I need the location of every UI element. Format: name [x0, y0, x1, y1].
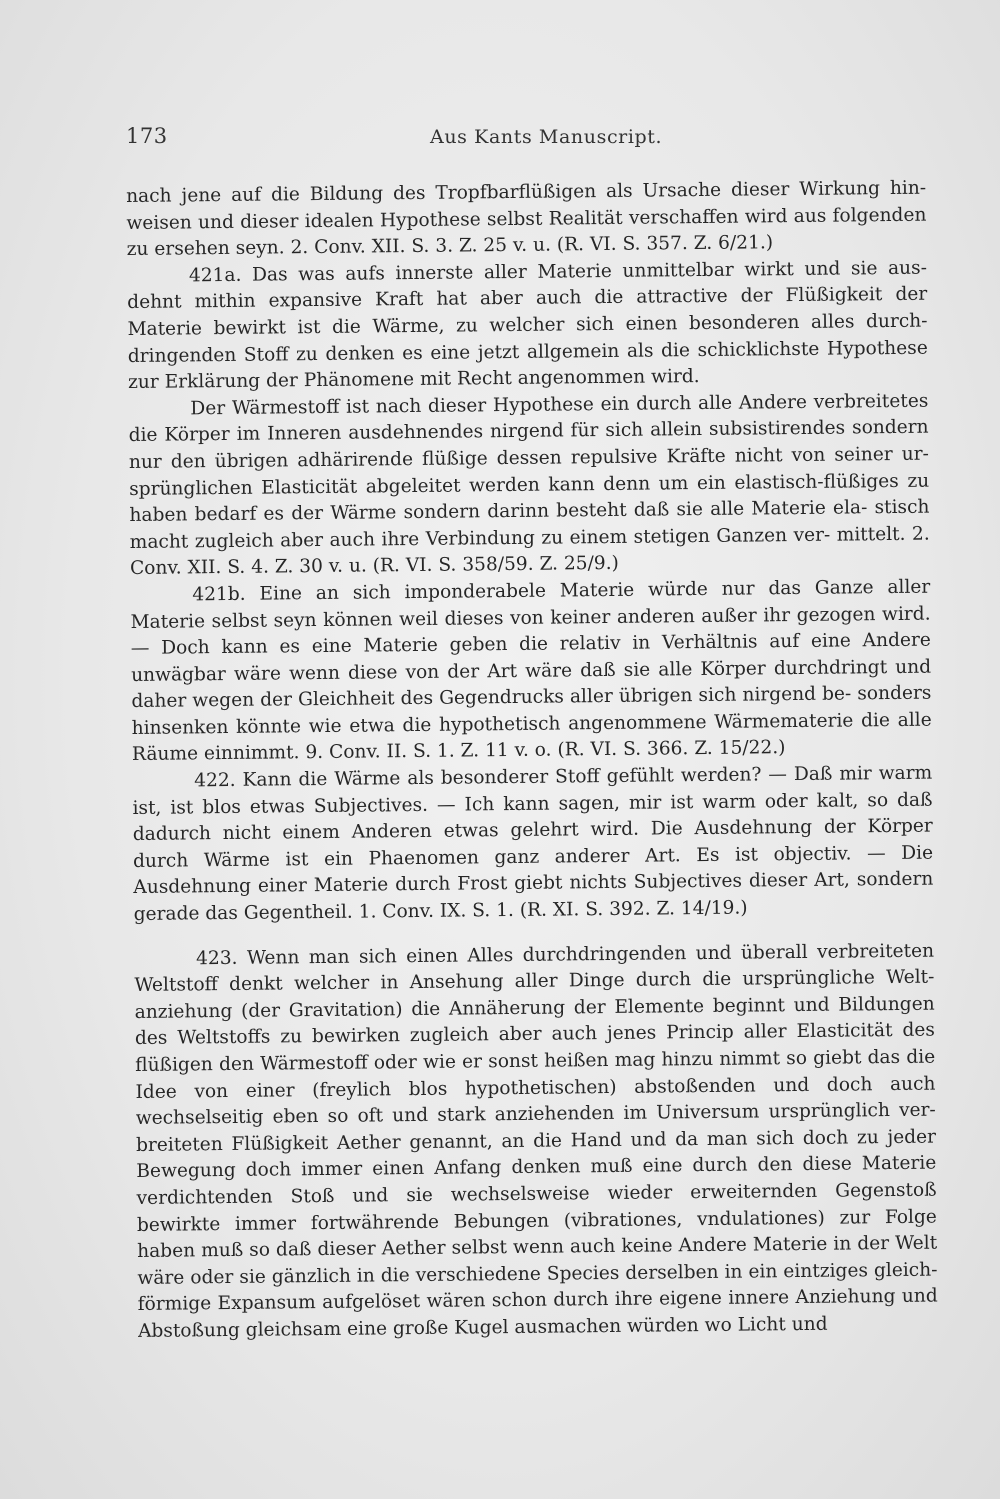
paragraph-423: 423. Wenn man sich einen Alles durchdringenden und überall verbreiteten Weltstoff denkt welcher in Ansehung aller Dinge durch die ursprüngliche Welt- anziehung (der Gravitation) die Annäherung der Elemente beginnt und Bildungen des Weltstoffs zu bewirken zugleich aber auch jenes Princip aller Elasticität des flüßigen den Wärmestoff oder wie er sonst heißen mag hinzu nimmt so giebt das die Idee von einer (freylich blos hypothetischen) abstoßenden und doch auch wechselseitig eben so oft und stark anziehenden im Universum ursprünglich ver- breiteten Flüßigkeit Aether genannt, an die Hand und da man sich doch zu jeder Bewegung doch immer einen Anfang denken muß eine durch den diese Materie verdichtenden Stoß und sie wechselsweise wieder erweiternden Gegenstoß bewirkte immer fortwährende Bebungen (vibrationes, vndulationes) zur Folge haben muß so daß dieser Aether selbst wenn auch keine Andere Materie in der Welt wäre oder sie gänzlich in die verschiedene Species derselben in ein eintziges gleich- förmige Expansum aufgelöset wären schon durch ihre eigene innere Anziehung und Abstoßung gleichsam eine große Kugel ausmachen würden wo Licht und — [134, 940, 938, 1342]
paragraph-422: 422. Kann die Wärme als besonderer Stoff gefühlt werden? — Daß mir warm ist, ist blos etwas Subjectives. — Ich kann sagen, mir ist warm oder kalt, so daß dadurch nicht einem Anderen etwas gelehrt wird. Die Ausdehnung der Körper durch Wärme ist ein Phaenomen ganz anderer Art. Es ist objectiv. — Die Ausdehnung einer Materie durch Frost giebt nichts Subjectives dieser Art, sondern gerade das Gegentheil. 1. Conv. IX. S. 1. (R. XI. S. 392. Z. 14/19.) — [132, 762, 934, 925]
page-number: 173 — [126, 124, 168, 148]
page-header — [126, 124, 926, 164]
paragraph-421b: 421b. Eine an sich imponderabele Materie würde nur das Ganze aller Materie selbst seyn können weil dieses von keiner anderen außer ihr gezogen wird. — Doch kann es eine Materie geben die relativ in Verhältnis auf eine Andere unwägbar wäre wenn diese von der Art wäre daß sie alle Körper durchdringt und daher wegen der Gleichheit des Gegendrucks aller übrigen sich nirgend be- sonders hinsenken könnte wie etwa die hypothetisch angenommene Wärmematerie die alle Räume einnimmt. 9. Conv. II. S. 1. Z. 11 v. o. (R. VI. S. 366. Z. 15/22.) — [130, 576, 932, 766]
paragraph-continuation: nach jene auf die Bildung des Tropfbarflüßigen als Ursache dieser Wirkung hin- weisen und dieser idealen Hypothese selbst Realität verschaffen wird aus folgenden zu ersehen seyn. 2. Conv. XII. S. 3. Z. 25 v. u. (R. VI. S. 357. Z. 6/21.) — [126, 177, 927, 261]
paragraph-421a: 421a. Das was aufs innerste aller Materie unmittelbar wirkt und sie aus- dehnt mithin expansive Kraft hat aber auch die attractive der Flüßigkeit der Materie bewirkt ist die Wärme, zu welcher sich einen besonderen alles durch- dringenden Stoff zu denken es eine jetzt allgemein als die schicklichste Hypothese zur Erklärung der Phänomene mit Recht angenommen wird. — [127, 257, 928, 394]
paragraph-waermestoff: Der Wärmestoff ist nach dieser Hypothese ein durch alle Andere verbreitetes die Körper im Inneren ausdehnendes nirgend für sich allein subsistirendes sondern nur den übrigen adhärirende flüßige dessen repulsive Kräfte nicht von seiner ur- sprünglichen Elasticität abgeleitet werden kann denn um ein elastisch-flüßiges zu haben bedarf es der Wärme sondern darinn besteht daß sie alle Materie ela- stisch macht zugleich aber auch ihre Verbindung zu einem stetigen Ganzen ver- mittelt. 2. Conv. XII. S. 4. Z. 30 v. u. (R. VI. S. 358/59. Z. 25/9.) — [128, 390, 930, 580]
document-body — [126, 176, 938, 1364]
running-title: Aus Kants Manuscript. — [430, 126, 663, 148]
